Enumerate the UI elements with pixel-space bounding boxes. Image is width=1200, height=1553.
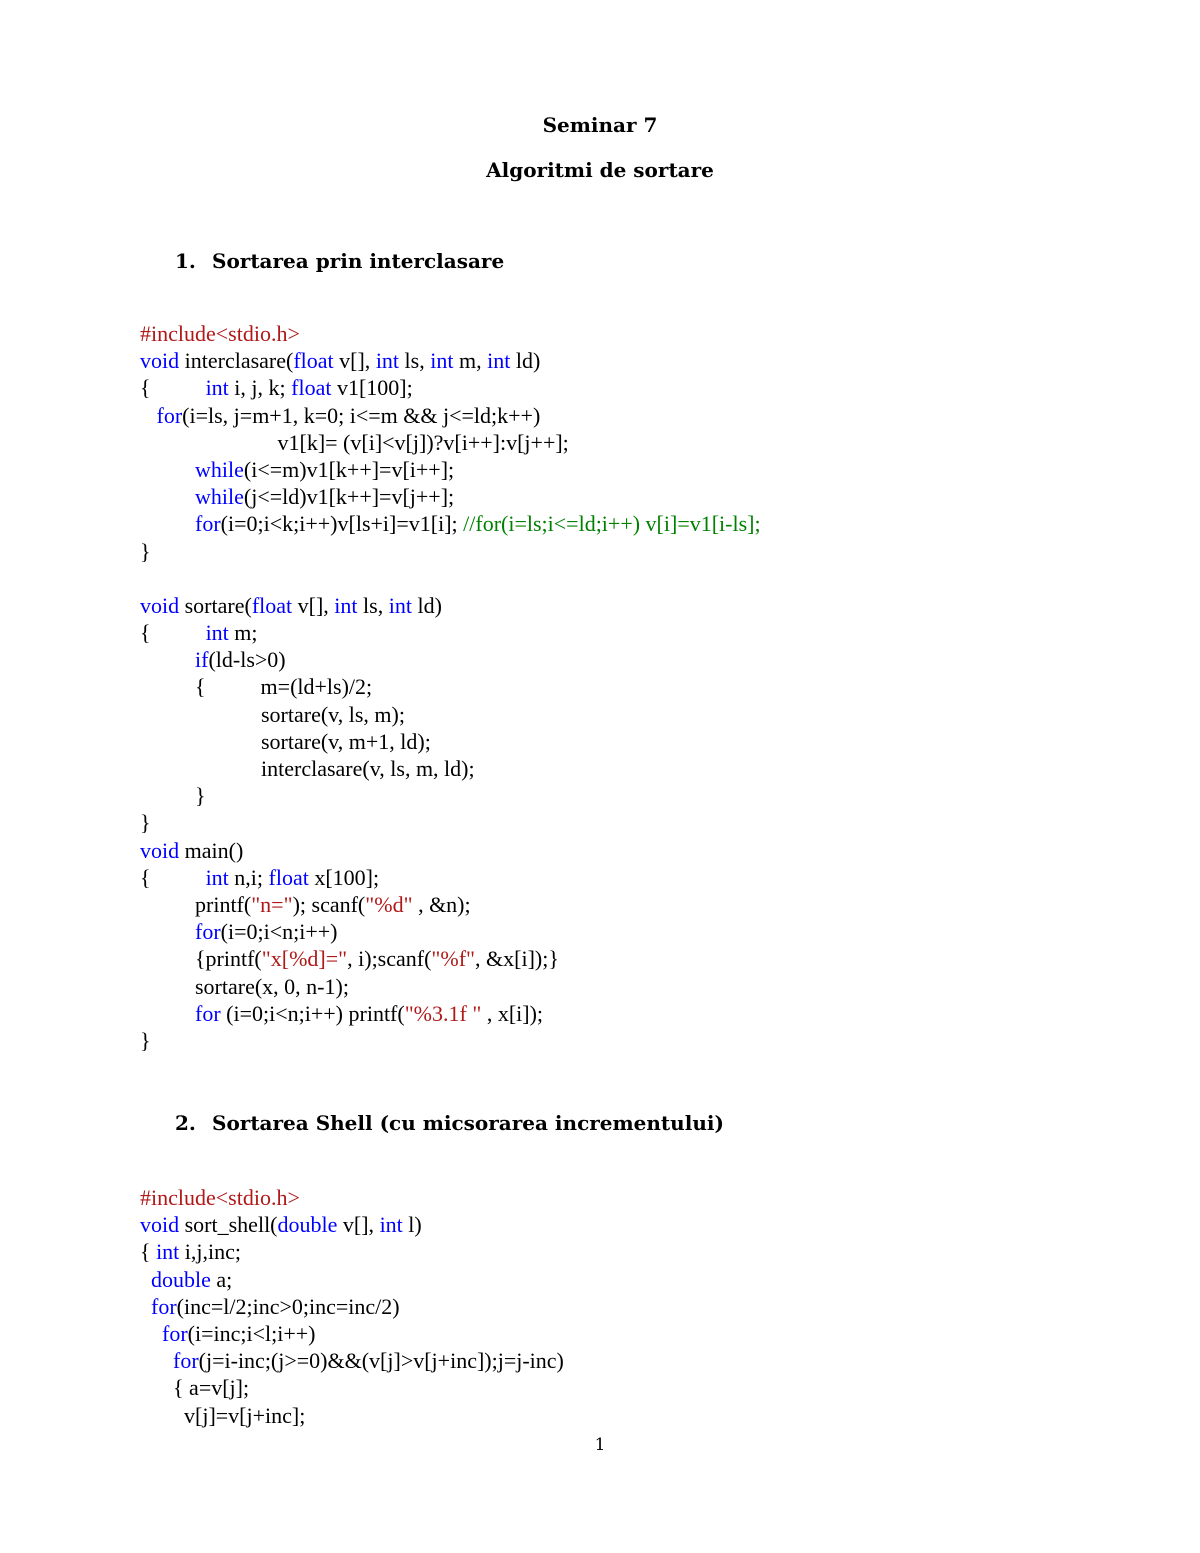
code-token	[140, 1348, 173, 1373]
code-token: v1[k]= (v[i]<v[j])?v[i++]:v[j++];	[140, 429, 569, 455]
code-line	[140, 918, 761, 945]
code-token: n,i;	[228, 864, 269, 890]
code-token: {	[140, 864, 206, 890]
code-line	[140, 1238, 564, 1265]
code-token	[140, 1267, 151, 1292]
code-token: m,	[453, 348, 488, 374]
code-block-shell-sort	[140, 1184, 564, 1429]
code-line	[140, 1266, 564, 1293]
code-token: v[],	[333, 348, 376, 374]
code-token: (j<=ld)v1[k++]=v[j++];	[243, 484, 455, 510]
code-token: m;	[228, 620, 258, 646]
code-line	[140, 809, 761, 836]
section-heading-1	[175, 249, 504, 273]
code-token: (ld-ls>0)	[208, 647, 286, 673]
document-title: Seminar 7	[542, 113, 658, 137]
code-token: for	[156, 402, 183, 428]
code-line	[140, 1211, 564, 1238]
code-line	[140, 619, 761, 646]
code-token	[140, 1294, 151, 1319]
document-subtitle: Algoritmi de sortare	[486, 158, 714, 182]
code-token: int	[205, 864, 229, 890]
code-line	[140, 837, 761, 864]
code-token: , i);scanf(	[347, 946, 432, 972]
code-token: {	[140, 1239, 157, 1265]
code-token: (i=ls, j=m+1, k=0; i<=m && j<=ld;k++)	[182, 402, 541, 428]
code-token: void	[140, 1212, 180, 1238]
code-token: ); scanf(	[292, 891, 366, 917]
code-token	[140, 457, 195, 482]
code-token: while	[195, 456, 244, 482]
code-token: v1[100];	[331, 375, 413, 401]
code-token: (i=0;i<n;i++) printf(	[220, 1000, 405, 1026]
code-token: , x[i]);	[481, 1000, 544, 1026]
code-token: , &x[i]);}	[475, 946, 559, 972]
code-token: "x[%d]="	[261, 946, 348, 972]
code-line	[140, 1347, 564, 1374]
code-line	[140, 646, 761, 673]
code-token: l)	[402, 1212, 422, 1238]
code-token: int	[205, 620, 229, 646]
code-token: //for(i=ls;i<=ld;i++) v[i]=v1[i-ls];	[463, 511, 761, 537]
code-token: for	[195, 511, 221, 537]
code-line	[140, 483, 761, 510]
code-token: while	[195, 484, 244, 510]
code-line	[140, 374, 761, 401]
code-token	[140, 403, 157, 428]
code-token: {	[140, 620, 206, 646]
code-token: int	[487, 348, 511, 374]
code-line	[140, 728, 761, 755]
code-token: main()	[179, 837, 244, 863]
code-token: int	[379, 1212, 403, 1238]
code-token: int	[388, 592, 412, 618]
section-number: 1.	[175, 249, 196, 273]
code-token: interclasare(v, ls, m, ld);	[140, 756, 475, 781]
code-line	[140, 456, 761, 483]
code-token: a;	[210, 1266, 233, 1292]
code-token: for	[195, 1000, 221, 1026]
code-line	[140, 429, 761, 456]
code-token: int	[430, 348, 454, 374]
code-line	[140, 755, 761, 782]
section-heading-2	[175, 1111, 724, 1135]
code-token: interclasare(	[179, 348, 294, 374]
code-line	[140, 673, 761, 700]
code-line	[140, 320, 761, 347]
code-token: "%3.1f "	[404, 1000, 482, 1026]
code-line	[140, 347, 761, 374]
code-token: for	[173, 1348, 199, 1374]
code-token: }	[140, 810, 151, 836]
code-token: x[100];	[308, 864, 380, 890]
code-token: #include<stdio.h>	[140, 1185, 300, 1210]
code-token	[140, 511, 195, 536]
code-token: for	[195, 919, 221, 945]
code-line	[140, 592, 761, 619]
code-token: float	[268, 864, 309, 890]
code-token: for	[162, 1320, 188, 1346]
code-token: for	[151, 1293, 177, 1319]
code-token: void	[140, 348, 180, 374]
code-line	[140, 510, 761, 537]
page-number: 1	[594, 1435, 606, 1455]
code-line	[140, 1374, 564, 1401]
code-token	[140, 484, 195, 509]
code-token: {printf(	[140, 946, 262, 972]
code-token: double	[151, 1266, 211, 1292]
code-token: (i=0;i<k;i++)v[ls+i]=v1[i];	[220, 511, 464, 537]
code-line	[140, 1293, 564, 1320]
code-line	[140, 945, 761, 972]
code-line	[140, 864, 761, 891]
code-token: {	[140, 375, 206, 401]
code-token: "%f"	[431, 946, 476, 972]
code-token	[140, 1321, 162, 1346]
code-token: "n="	[251, 891, 293, 917]
code-token: int	[156, 1239, 180, 1265]
code-token: (i=inc;i<l;i++)	[187, 1320, 316, 1346]
code-line	[140, 891, 761, 918]
code-token: printf(	[140, 891, 252, 917]
section-title: Sortarea Shell (cu micsorarea incrementului)	[212, 1111, 724, 1135]
code-token: }	[140, 1027, 151, 1053]
code-token: (i<=m)v1[k++]=v[i++];	[243, 456, 455, 482]
code-token: ls,	[357, 592, 389, 618]
code-token: sort_shell(	[179, 1212, 278, 1238]
code-token: sortare(	[179, 592, 252, 618]
code-token: , &n);	[412, 891, 471, 917]
code-line	[140, 402, 761, 429]
code-token	[140, 1001, 195, 1026]
code-token: ls,	[399, 348, 431, 374]
code-line	[140, 538, 761, 565]
section-title: Sortarea prin interclasare	[212, 249, 505, 273]
code-token: int	[205, 375, 229, 401]
code-token	[140, 919, 195, 944]
code-token: float	[291, 375, 332, 401]
code-token: v[],	[292, 592, 335, 618]
code-token: i, j, k;	[228, 375, 292, 401]
code-token: void	[140, 837, 180, 863]
code-line	[140, 973, 761, 1000]
code-line	[140, 1027, 761, 1054]
code-line	[140, 1320, 564, 1347]
code-token: { a=v[j];	[140, 1375, 250, 1401]
code-token: double	[277, 1212, 338, 1238]
code-token: #include<stdio.h>	[140, 321, 300, 346]
code-token: sortare(v, ls, m);	[140, 701, 405, 727]
code-token: v[],	[337, 1212, 380, 1238]
code-token: { m=(ld+ls)/2;	[140, 674, 373, 700]
code-token: if	[195, 647, 209, 673]
code-line	[140, 782, 761, 809]
code-line	[140, 1402, 564, 1429]
code-token: }	[140, 538, 151, 564]
code-line	[140, 1184, 564, 1211]
code-token: sortare(v, m+1, ld);	[140, 728, 431, 754]
code-token: }	[140, 783, 206, 809]
code-line	[140, 1000, 761, 1027]
code-token	[140, 647, 195, 672]
code-token: ld)	[510, 348, 541, 374]
code-line	[140, 701, 761, 728]
code-token: int	[375, 348, 400, 374]
code-block-merge-sort	[140, 320, 761, 1054]
code-token: sortare(x, 0, n-1);	[140, 973, 349, 999]
code-token: ld)	[411, 592, 442, 618]
code-token: void	[140, 592, 180, 618]
code-token: (inc=l/2;inc>0;inc=inc/2)	[176, 1293, 400, 1319]
code-token: (j=i-inc;(j>=0)&&(v[j]>v[j+inc]);j=j-inc)	[198, 1348, 564, 1374]
code-token: float	[251, 592, 293, 618]
code-token: float	[293, 348, 334, 374]
code-token: int	[334, 592, 358, 618]
code-line	[140, 565, 761, 592]
section-number: 2.	[175, 1111, 196, 1135]
code-token: i,j,inc;	[179, 1239, 242, 1265]
code-token: v[j]=v[j+inc];	[140, 1402, 306, 1428]
code-token: "%d"	[365, 891, 413, 917]
code-token: (i=0;i<n;i++)	[220, 919, 338, 945]
